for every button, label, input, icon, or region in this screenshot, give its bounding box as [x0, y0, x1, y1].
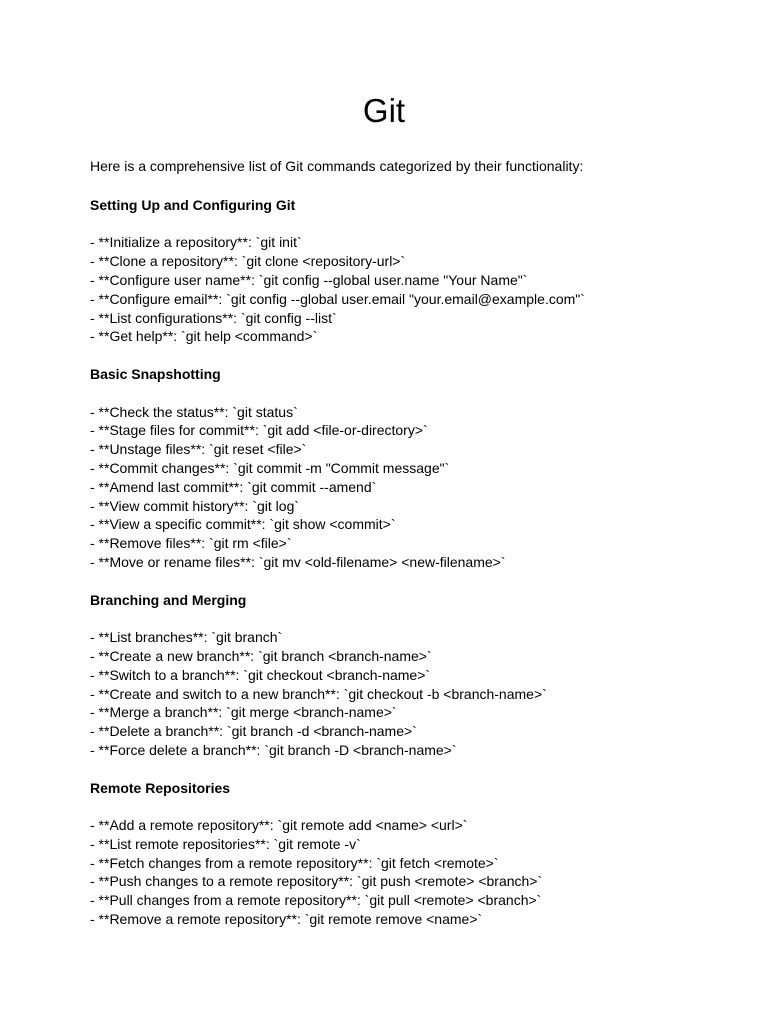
document-body	[90, 157, 730, 948]
list-item: - **Fetch changes from a remote repository**: `git fetch <remote>`	[90, 854, 499, 871]
list-item: - **List branches**: `git branch`	[90, 629, 283, 646]
list-item: - **Merge a branch**: `git merge <branch-name>`	[90, 704, 397, 721]
list-item: - **Add a remote repository**: `git remote add <name> <url>`	[90, 817, 468, 834]
list-item: - **Commit changes**: `git commit -m "Commit message"`	[90, 459, 450, 476]
list-item: - **Unstage files**: `git reset <file>`	[90, 441, 307, 458]
section-branching	[90, 591, 730, 760]
section-snapshotting	[90, 365, 730, 572]
list-item: - **Push changes to a remote repository**: `git push <remote> <branch>`	[90, 873, 543, 890]
list-item: - **View commit history**: `git log`	[90, 497, 300, 514]
list-item: - **Check the status**: `git status`	[90, 403, 298, 420]
intro-paragraph: Here is a comprehensive list of Git commands categorized by their functionality:	[90, 158, 584, 174]
section-remote	[90, 779, 730, 929]
document-title: Git	[362, 92, 406, 129]
list-item: - **Initialize a repository**: `git init`	[90, 234, 302, 251]
section-heading: Remote Repositories	[90, 779, 231, 796]
list-item: - **Create a new branch**: `git branch <branch-name>`	[90, 647, 432, 664]
list-item: - **Amend last commit**: `git commit --amend`	[90, 478, 377, 495]
section-heading: Branching and Merging	[90, 591, 247, 608]
list-item: - **Get help**: `git help <command>`	[90, 328, 318, 345]
list-item: - **Configure user name**: `git config --global user.name "Your Name"`	[90, 271, 528, 288]
list-item: - **List remote repositories**: `git remote -v`	[90, 835, 361, 852]
section-heading: Setting Up and Configuring Git	[90, 196, 296, 213]
list-item: - **Move or rename files**: `git mv <old-filename> <new-filename>`	[90, 553, 506, 570]
list-item: - **Clone a repository**: `git clone <repository-url>`	[90, 253, 406, 270]
command-list	[90, 233, 730, 346]
list-item: - **Remove files**: `git rm <file>`	[90, 535, 292, 552]
list-item: - **Delete a branch**: `git branch -d <branch-name>`	[90, 723, 417, 740]
section-setup	[90, 196, 730, 346]
list-item: - **View a specific commit**: `git show <commit>`	[90, 516, 396, 533]
command-list	[90, 403, 730, 572]
list-item: - **List configurations**: `git config --list`	[90, 309, 337, 326]
list-item: - **Pull changes from a remote repository**: `git pull <remote> <branch>`	[90, 892, 542, 909]
section-heading: Basic Snapshotting	[90, 365, 221, 382]
list-item: - **Switch to a branch**: `git checkout <branch-name>`	[90, 666, 431, 683]
list-item: - **Stage files for commit**: `git add <file-or-directory>`	[90, 422, 428, 439]
list-item: - **Configure email**: `git config --global user.email "your.email@example.com"`	[90, 290, 585, 307]
list-item: - **Remove a remote repository**: `git remote remove <name>`	[90, 911, 483, 928]
list-item: - **Create and switch to a new branch**: `git checkout -b <branch-name>`	[90, 685, 547, 702]
command-list	[90, 816, 730, 929]
command-list	[90, 628, 730, 760]
list-item: - **Force delete a branch**: `git branch -D <branch-name>`	[90, 741, 457, 758]
